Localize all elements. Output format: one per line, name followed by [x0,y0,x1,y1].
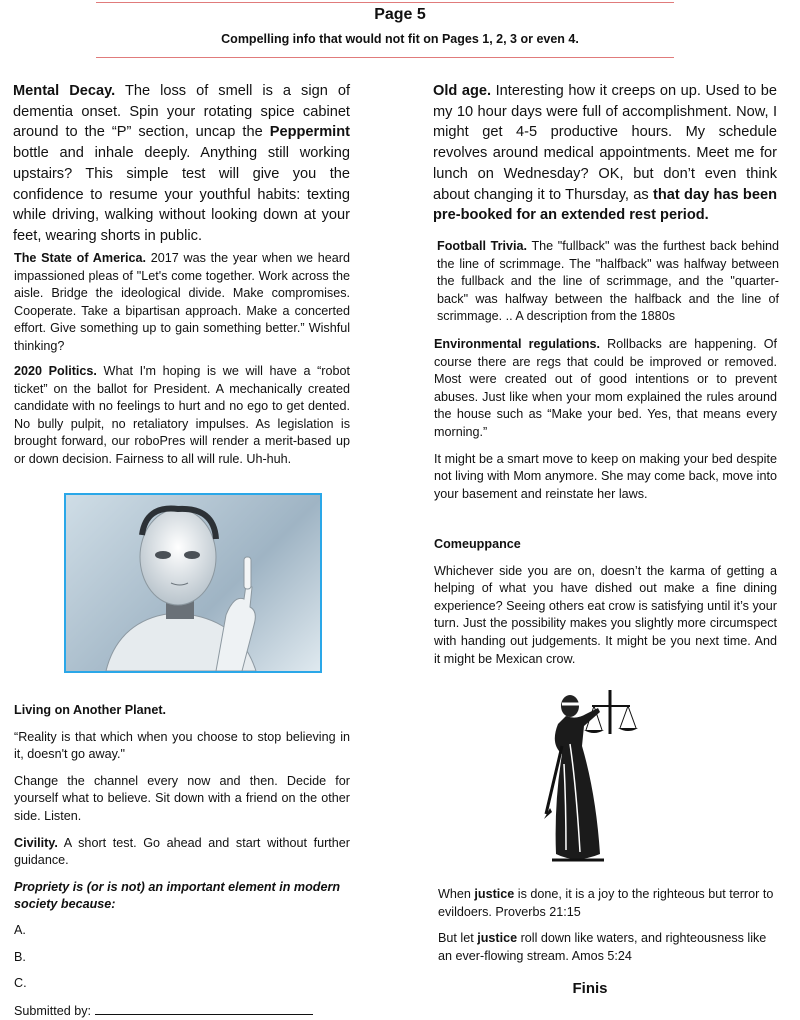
submitted-label: Submitted by: [14,1003,92,1018]
comeuppance-section [434,536,777,668]
quotes-section [438,886,779,965]
amos-justice: justice [477,931,518,946]
header-bottom-rule [96,57,674,58]
football-heading: Football Trivia. [437,239,528,253]
comeuppance-text: Whichever side you are on, doesn’t the karma of getting a helping of what you have dished out make a fine dining experience? Seeing others eat crow is satisfying until it’s your turn. Just the possibility makes you slightly more circumspect with handing out judgements. It might be you next time. And it might be Mexican crow. [434,563,777,666]
proverbs-quote-end: is done, it is a joy to the righteous but terror to evildoers. Proverbs 21:15 [438,887,774,919]
top-rule [96,2,674,3]
proverbs-justice: justice [474,887,515,901]
politics-heading: 2020 Politics. [14,364,97,378]
planet-heading: Living on Another Planet. [14,703,167,717]
mental-decay-text-2: bottle and inhale deeply. Anything still working upstairs? This simple test will give you the confidence to resume your youthful habits: texting while driving, walking without looking down at your feet, wearing shorts in public. [13,145,350,244]
comeuppance-heading: Comeuppance [434,537,521,551]
proverbs-quote-start: When [438,887,475,901]
planet-section [14,702,350,1020]
state-heading: The State of America. [14,251,147,265]
state-text: 2017 was the year when we heard impassioned pleas of "Let's come together. Work across the aisle. Bridge the ideological divide. Make compromises. Cooperate. Take a bipartisan approach. Make a concerted effort. Give something up to gain something better.” Wishful thinking? [14,251,350,353]
propriety-prompt: Propriety is (or is not) an important element in modern society because: [14,879,341,912]
peppermint-text: Peppermint [269,124,350,141]
lady-justice-image [536,684,642,866]
env-text: Rollbacks are happening. Of course there are regs that could be improved or removed. Most were created out of good intentions or to prevent abuses. Just like when your mom explained the rules around the house such as “Make your bed. Yes, that means every morning.” [434,337,777,439]
football-text: The "fullback" was the furthest back behind the line of scrimmage. The "halfback" was halfway between the fullback and the line of scrimmage, and the "quarter-back" was halfway between the halfback and the line of scrimmage. .. A description from the 1880s [437,239,780,324]
politics-text: What I'm hoping is we will have a “robot ticket” on the ballot for President. A mechanically created candidate with no feelings to hurt and no ego to get dented. No bully pulpit, no retaliatory impulses. As legislation is brought forward, our roboPres will render a merit-based up or down decision. Fairness to all will rule. Uh-huh. [14,364,350,466]
robot-illustration [66,495,320,671]
civility-heading: Civility. [14,835,58,850]
old-age-section [433,81,777,226]
old-age-bold-text: that day has been pre-booked for an extended rest period. [433,186,777,224]
civility-text: A short test. Go ahead and start without further guidance. [14,835,350,868]
football-section [437,238,779,326]
robot-image [64,493,322,673]
option-b: B. [14,949,26,964]
amos-quote-end: roll down like waters, and righteousness like an ever-flowing stream. Amos 5:24 [438,931,767,963]
politics-section [14,363,350,469]
option-a: A. [14,922,26,937]
submitted-line[interactable] [95,1002,313,1015]
planet-quote: “Reality is that which when you choose to stop believing in it, doesn't go away." [14,729,350,762]
mental-decay-section [13,81,350,247]
amos-quote-start: But let [438,931,478,946]
env-text-2: It might be a smart move to keep on making your bed despite not living with Mom anymore. She may come back, move into your basement and reinstate her laws. [434,451,777,501]
page-title: Page 5 [374,6,426,23]
mental-decay-text-1: The loss of smell is a sign of dementia onset. Spin your rotating spice cabinet around to the “P” section, uncap the [13,83,350,141]
state-of-america-section [14,250,350,356]
finis-label: Finis [572,980,608,997]
option-c: C. [14,976,27,991]
environment-section [434,336,777,503]
planet-text: Change the channel every now and then. Decide for yourself what to believe. Sit down with a friend on the other side. Listen. [14,773,350,823]
env-heading: Environmental regulations. [434,337,600,351]
old-age-text: Interesting how it creeps on up. Used to be my 10 hour days were full of accomplishment. Now, I might get 4-5 productive hours. My schedule revolves around medical appointments. Meet me for lunch on Wednesday? OK, but don’t even think about changing it to Thursday, as [433,83,778,203]
page-subtitle: Compelling info that would not fit on Pages 1, 2, 3 or even 4. [221,32,579,46]
mental-decay-heading: Mental Decay. [13,83,116,99]
old-age-heading: Old age. [433,83,492,99]
